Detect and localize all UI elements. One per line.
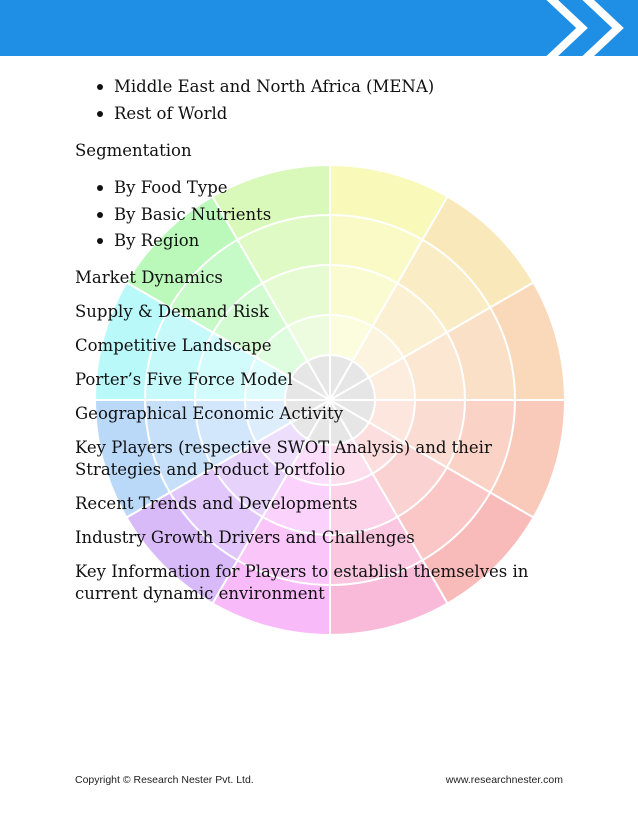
website-link[interactable]: www.researchnester.com [445, 774, 563, 786]
copyright-text: Copyright © Research Nester Pvt. Ltd. [75, 774, 254, 786]
list-item: By Region [97, 228, 575, 255]
header-banner [0, 0, 638, 60]
bullet-icon [97, 238, 103, 244]
region-bullet-list [75, 74, 575, 127]
bullet-icon [97, 185, 103, 191]
section-heading: Key Information for Players to establish themselves in current dynamic environment [75, 561, 529, 603]
section-heading: Geographical Economic Activity [75, 403, 344, 423]
segmentation-heading: Segmentation [75, 141, 192, 160]
section-heading: Porter’s Five Force Model [75, 369, 293, 389]
list-item: By Basic Nutrients [97, 202, 575, 229]
main-content [75, 74, 575, 605]
bullet-icon [97, 212, 103, 218]
bullet-icon [97, 84, 103, 90]
list-item: Rest of World [97, 101, 575, 128]
header-banner-graphic [0, 0, 638, 60]
segmentation-bullet-list [75, 175, 575, 255]
section-heading: Supply & Demand Risk [75, 301, 269, 321]
section-heading: Key Players (respective SWOT Analysis) and their Strategies and Product Portfolio [75, 437, 492, 479]
bullet-icon [97, 111, 103, 117]
section-heading: Competitive Landscape [75, 335, 272, 355]
list-item: Middle East and North Africa (MENA) [97, 74, 575, 101]
list-item: By Food Type [97, 175, 575, 202]
section-heading: Recent Trends and Developments [75, 493, 358, 513]
section-heading: Market Dynamics [75, 267, 223, 287]
section-heading: Industry Growth Drivers and Challenges [75, 527, 415, 547]
